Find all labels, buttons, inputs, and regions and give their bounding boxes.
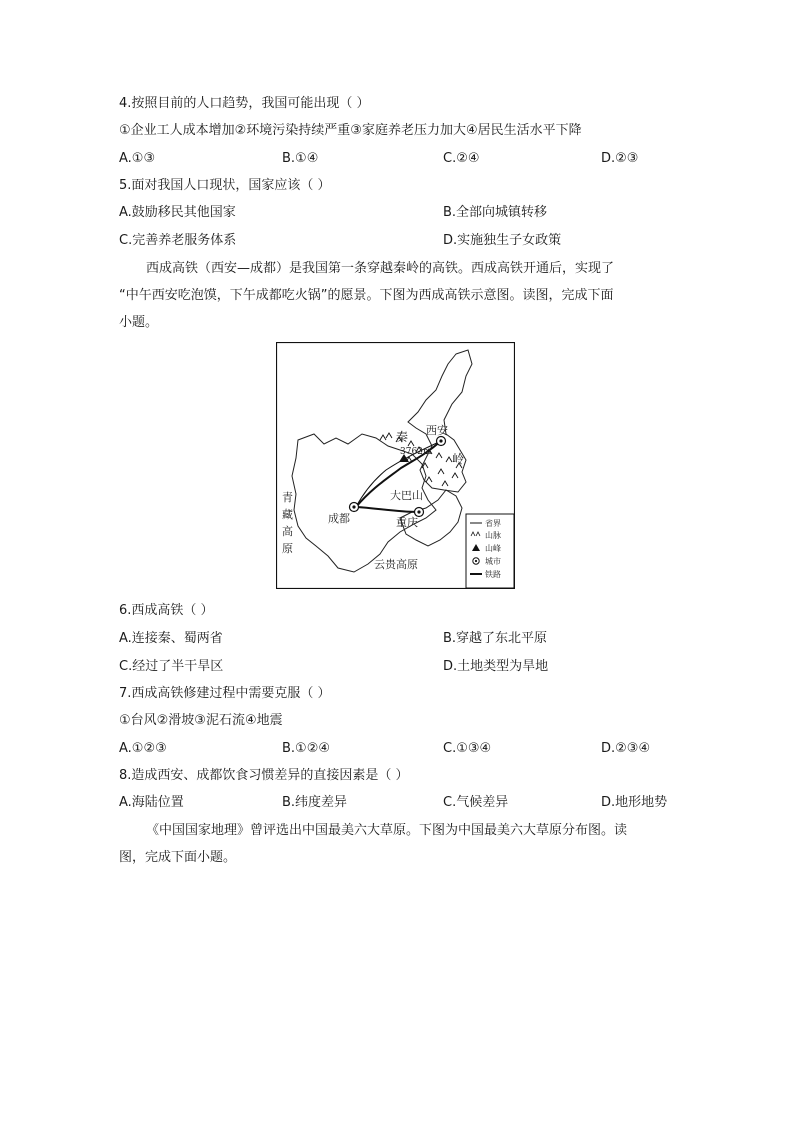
q4-stem: 4.按照目前的人口趋势，我国可能出现（ ） [119,96,370,111]
xicheng-railway-map [276,342,515,589]
q4-option-d[interactable]: D.②③ [601,151,639,166]
passage1-line-1: 西成高铁（西安—成都）是我国第一条穿越秦岭的高铁。西成高铁开通后，实现了 [146,261,615,276]
legend-label-city: 城市 [485,557,501,566]
city-chengdu [350,503,359,512]
q4-statements: ①企业工人成本增加②环境污染持续严重③家庭养老压力加大④居民生活水平下降 [119,123,582,138]
q7-option-c[interactable]: C.①③④ [443,741,492,756]
q7-option-d[interactable]: D.②③④ [601,741,651,756]
q8-option-c[interactable]: C.气候差异 [443,795,509,810]
legend-label-boundary: 省界 [485,519,501,528]
label-peak: 3762m [400,447,432,457]
q5-option-b[interactable]: B.全部向城镇转移 [443,205,548,220]
city-xian [437,437,446,446]
q8-option-d[interactable]: D.地形地势 [601,795,668,810]
q8-option-b[interactable]: B.纬度差异 [282,795,348,810]
label-yuan: 原 [282,542,293,555]
label-yungui: 云贵高原 [374,558,418,571]
legend-label-peak: 山峰 [485,544,501,553]
passage2-line-2: 图，完成下面小题。 [119,850,237,865]
q4-option-b[interactable]: B.①④ [282,151,319,166]
q6-option-a[interactable]: A.连接秦、蜀两省 [119,631,223,646]
q5-stem: 5.面对我国人口现状，国家应该（ ） [119,178,331,193]
label-zang: 藏 [282,508,293,521]
passage1-line-3: 小题。 [119,315,159,330]
label-chongqing: 重庆 [396,516,418,529]
label-chengdu: 成都 [328,512,350,525]
passage2-line-1: 《中国国家地理》曾评选出中国最美六大草原。下图为中国最美六大草原分布图。读 [146,823,628,838]
passage1-line-2: “中午西安吃泡馍，下午成都吃火锅”的愿景。下图为西成高铁示意图。读图，完成下面 [119,288,614,303]
q6-option-d[interactable]: D.土地类型为旱地 [443,659,549,674]
q7-stem: 7.西成高铁修建过程中需要克服（ ） [119,686,331,701]
label-dabashan: 大巴山 [390,489,423,502]
q6-option-c[interactable]: C.经过了半干旱区 [119,659,224,674]
q6-option-b[interactable]: B.穿越了东北平原 [443,631,548,646]
legend-label-railway: 铁路 [485,570,501,579]
label-qin: 秦 [396,430,409,444]
q6-stem: 6.西成高铁（ ） [119,603,214,618]
legend-label-mountain: 山脉 [485,531,501,540]
q5-option-d[interactable]: D.实施独生子女政策 [443,233,562,248]
q8-option-a[interactable]: A.海陆位置 [119,795,184,810]
label-ling: 岭 [452,452,465,466]
map-legend [466,514,514,588]
q8-stem: 8.造成西安、成都饮食习惯差异的直接因素是（ ） [119,768,409,783]
q7-statements: ①台风②滑坡③泥石流④地震 [119,713,283,728]
label-xian: 西安 [426,424,448,437]
map-svg [276,342,515,589]
q7-option-a[interactable]: A.①②③ [119,741,167,756]
q4-option-a[interactable]: A.①③ [119,151,156,166]
label-gao: 高 [282,525,293,538]
q7-option-b[interactable]: B.①②④ [282,741,331,756]
label-qing: 青 [282,491,293,504]
q5-option-c[interactable]: C.完善养老服务体系 [119,233,237,248]
q4-option-c[interactable]: C.②④ [443,151,480,166]
q5-option-a[interactable]: A.鼓励移民其他国家 [119,205,236,220]
